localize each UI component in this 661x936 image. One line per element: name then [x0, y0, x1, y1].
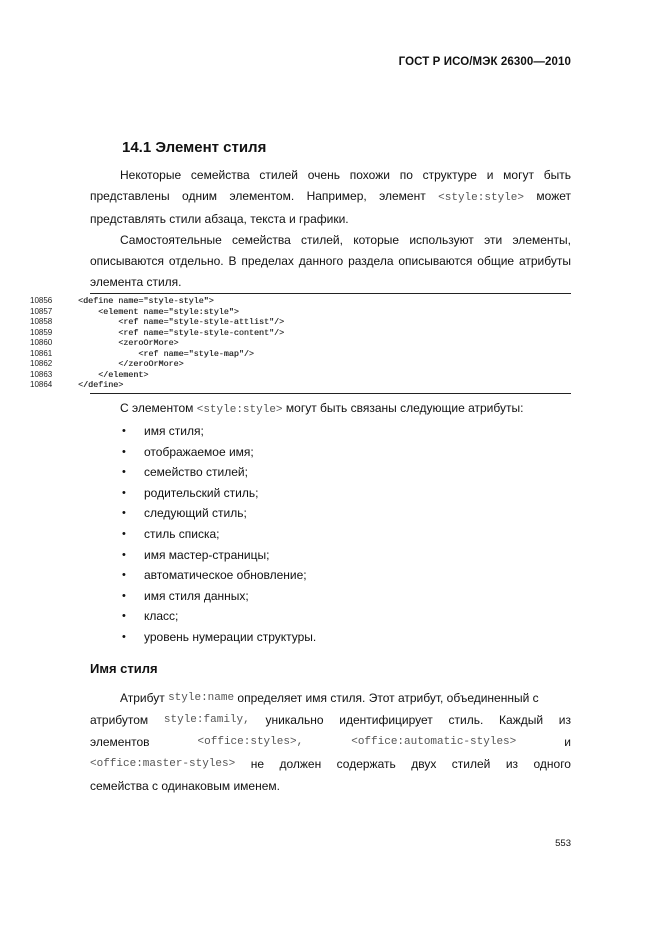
subsection-heading: Имя стиля	[90, 661, 158, 676]
line-number: 10864	[30, 380, 53, 389]
bullet-icon: •	[122, 610, 126, 623]
word: из	[558, 713, 571, 727]
inline-code-style-style: <style:style>	[196, 404, 283, 416]
lead-text-b: могут быть связаны следующие атрибуты:	[285, 401, 524, 415]
lead-text-a: С элементом	[120, 401, 194, 415]
code-line	[30, 328, 571, 339]
list-item-text: стиль списка;	[144, 526, 220, 541]
bullet-icon: •	[122, 589, 126, 602]
list-item	[120, 586, 316, 607]
code-text: </element>	[78, 369, 149, 380]
intro-paragraph-1	[90, 165, 571, 230]
style-name-paragraph	[90, 687, 571, 797]
line1-text-a: Атрибут	[120, 691, 165, 705]
word: стилей	[451, 757, 491, 771]
inline-code-office-automatic-styles: <office:automatic-styles>	[351, 736, 517, 748]
intro-text-p2: Самостоятельные семейства стилей, которые используют эти элементы, описываются отдельно. В пределах данного раздела описываются общие атрибуты элемента стиля.	[90, 233, 571, 289]
code-line	[30, 338, 571, 349]
inline-code-style-style: <style:style>	[438, 192, 524, 204]
line1-text-b: определяет имя стиля. Этот атрибут, объединенный с	[237, 691, 539, 705]
attributes-lead	[120, 401, 523, 416]
list-item	[120, 503, 316, 524]
section-title: 14.1 Элемент стиля	[122, 139, 267, 156]
list-item	[120, 565, 316, 586]
list-item-text: отображаемое имя;	[144, 444, 254, 459]
list-item	[120, 606, 316, 627]
code-line	[30, 349, 571, 360]
list-item	[120, 545, 316, 566]
word: двух	[411, 757, 437, 771]
list-item-text: семейство стилей;	[144, 465, 248, 480]
line-number: 10859	[30, 327, 53, 337]
line-number: 10860	[30, 338, 53, 347]
code-line	[30, 380, 571, 391]
list-item-text: следующий стиль;	[144, 506, 247, 521]
page-number: 553	[555, 838, 571, 849]
code-text: </zeroOrMore>	[78, 359, 184, 369]
code-bottom-rule	[90, 393, 571, 394]
word: идентифицирует	[339, 713, 433, 727]
code-line	[30, 359, 571, 370]
code-text: <ref name="style-style-content"/>	[78, 327, 285, 338]
inline-code-style-name: style:name	[168, 692, 235, 704]
list-item	[120, 627, 316, 648]
code-line	[30, 370, 571, 381]
word: и	[564, 735, 571, 749]
code-text: </define>	[78, 380, 124, 390]
bullet-icon: •	[122, 425, 126, 437]
list-item	[120, 442, 316, 463]
word: должен	[279, 757, 322, 771]
code-text: <zeroOrMore>	[78, 338, 179, 348]
paragraph-line-1	[90, 687, 571, 709]
line-number: 10861	[30, 348, 53, 358]
code-top-rule	[90, 293, 571, 294]
line-number: 10862	[30, 359, 53, 368]
bullet-icon: •	[122, 486, 126, 499]
code-text: <ref name="style-map"/>	[78, 348, 254, 359]
paragraph-line-2	[90, 709, 571, 731]
paragraph-line-5	[90, 775, 571, 797]
word: уникально	[265, 713, 324, 727]
code-listing	[30, 296, 571, 391]
paragraph-line-3	[90, 731, 571, 753]
line-number: 10863	[30, 369, 53, 379]
inline-code-style-family: style:family,	[163, 714, 250, 726]
list-item-text: имя стиля;	[144, 424, 204, 438]
bullet-icon: •	[122, 527, 126, 540]
code-line	[30, 317, 571, 328]
code-text: <define name="style-style">	[78, 296, 214, 306]
inline-code-office-styles: <office:styles>,	[197, 736, 304, 748]
bullet-icon: •	[122, 548, 126, 561]
word: стиль.	[448, 713, 484, 727]
word: одного	[533, 757, 571, 771]
bullet-icon: •	[122, 630, 126, 643]
standard-header: ГОСТ Р ИСО/МЭК 26300—2010	[398, 56, 571, 68]
code-line	[30, 296, 571, 307]
code-text: <ref name="style-style-attlist"/>	[78, 317, 285, 327]
list-item	[120, 462, 316, 483]
code-text: <element name="style:style">	[78, 306, 239, 317]
word: содержать	[336, 757, 396, 771]
intro-paragraph-2	[90, 230, 571, 293]
list-item-text: имя стиля данных;	[144, 588, 249, 603]
line5-text: семейства с одинаковым именем.	[90, 779, 280, 793]
word: атрибутом	[90, 713, 149, 727]
line-number: 10856	[30, 296, 53, 305]
word: элементов	[90, 735, 150, 749]
line-number: 10858	[30, 317, 53, 326]
bullet-icon: •	[122, 569, 126, 582]
list-item-text: уровень нумерации структуры.	[144, 629, 317, 644]
intro-text-a: Некоторые семейства стилей очень похожи по структуре и могут быть представлены одним элементом. Например, элемент	[90, 168, 571, 203]
bullet-icon: •	[122, 507, 126, 520]
bullet-icon: •	[122, 445, 126, 458]
list-item-text: родительский стиль;	[144, 485, 259, 500]
list-item-text: имя мастер-страницы;	[144, 547, 270, 562]
line-number: 10857	[30, 306, 53, 316]
code-line	[30, 307, 571, 318]
intro-text-b: может представлять стили абзаца, текста и графики.	[90, 189, 571, 226]
attributes-list	[120, 421, 316, 648]
list-item	[120, 483, 316, 504]
bullet-icon: •	[122, 466, 126, 479]
list-item	[120, 524, 316, 545]
inline-code-office-master-styles: <office:master-styles>	[90, 758, 236, 770]
word: Каждый	[499, 713, 544, 727]
list-item-text: класс;	[144, 609, 179, 624]
word: из	[505, 757, 519, 771]
paragraph-line-4	[90, 753, 571, 775]
word: не	[250, 757, 264, 771]
list-item	[120, 421, 316, 442]
list-item-text: автоматическое обновление;	[144, 568, 307, 583]
